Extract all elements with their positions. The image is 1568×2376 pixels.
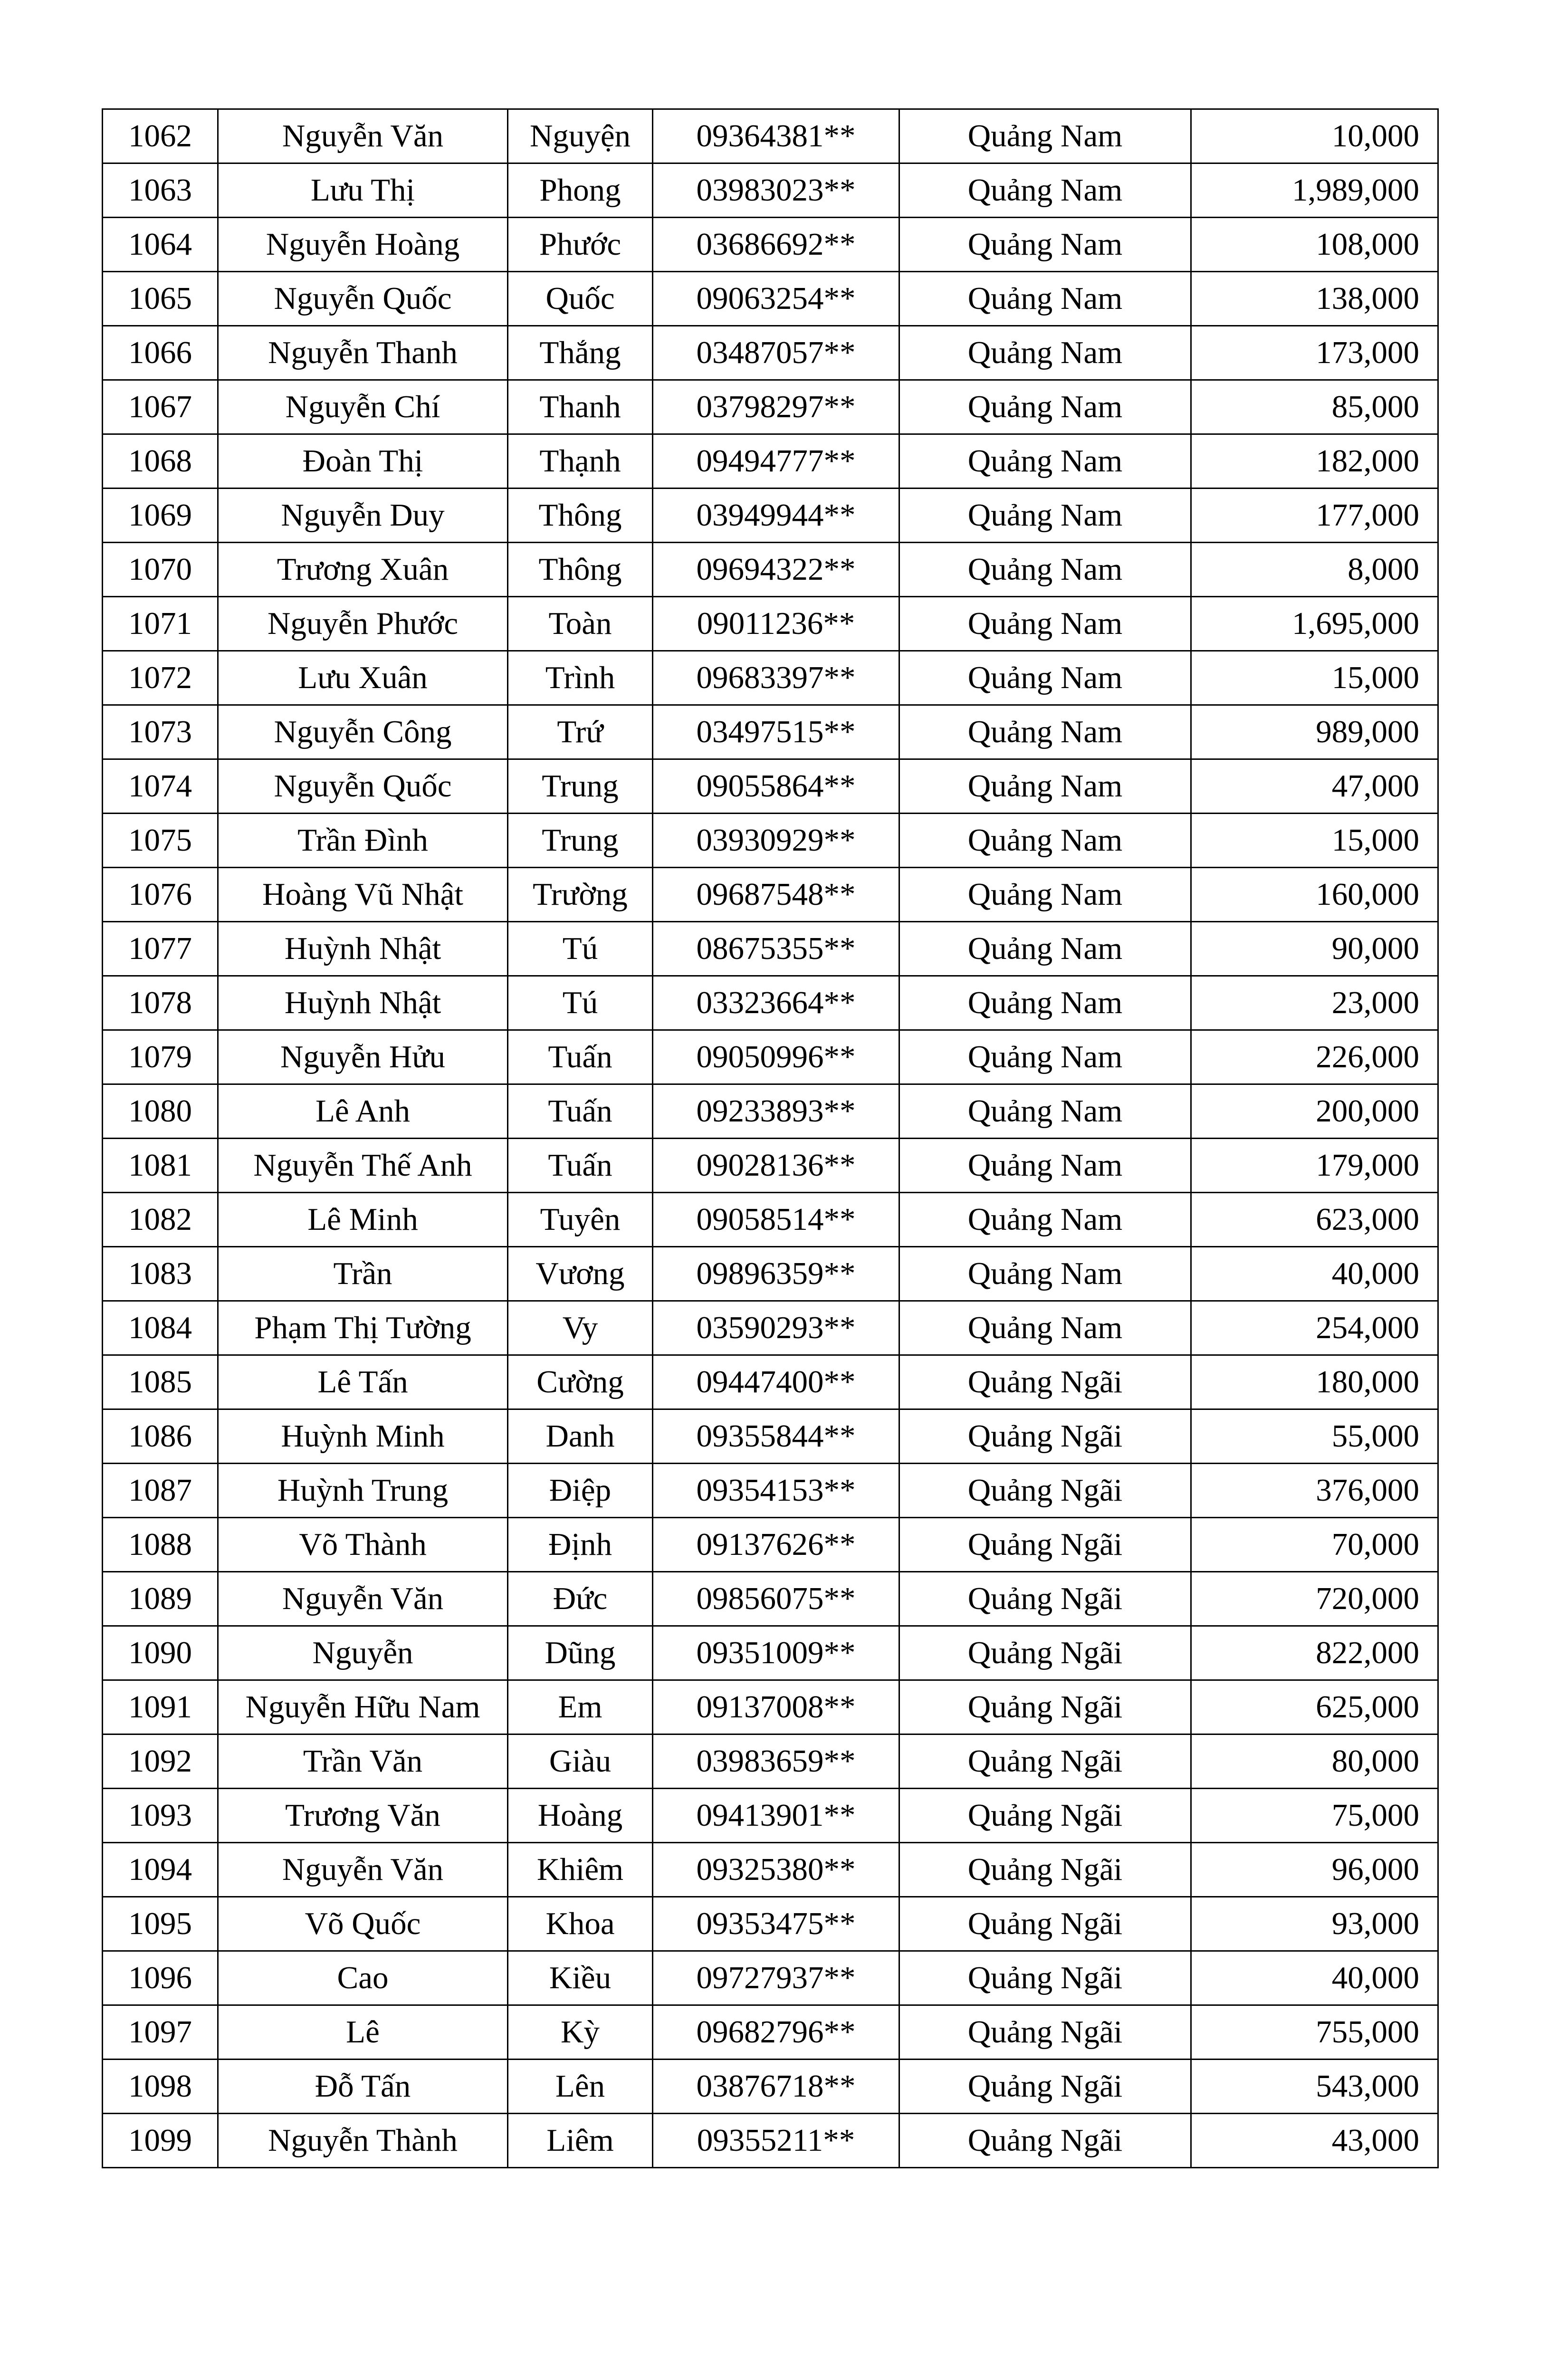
cell-family-name: Lưu Xuân [218, 651, 508, 705]
cell-index: 1088 [103, 1518, 218, 1572]
table-row [103, 434, 1438, 489]
cell-amount: 177,000 [1191, 489, 1438, 543]
cell-index: 1089 [103, 1572, 218, 1626]
cell-family-name: Võ Thành [218, 1518, 508, 1572]
cell-amount: 720,000 [1191, 1572, 1438, 1626]
cell-given-name: Vy [508, 1301, 653, 1355]
cell-family-name: Trần [218, 1247, 508, 1301]
cell-province: Quảng Nam [899, 651, 1191, 705]
cell-province: Quảng Nam [899, 109, 1191, 163]
cell-phone: 09856075** [653, 1572, 899, 1626]
cell-amount: 90,000 [1191, 922, 1438, 976]
data-table [102, 108, 1439, 2168]
cell-amount: 625,000 [1191, 1680, 1438, 1734]
cell-province: Quảng Ngãi [899, 1409, 1191, 1464]
cell-province: Quảng Ngãi [899, 2005, 1191, 2060]
table-row [103, 1789, 1438, 1843]
cell-amount: 15,000 [1191, 814, 1438, 868]
table-row [103, 922, 1438, 976]
cell-province: Quảng Ngãi [899, 1843, 1191, 1897]
cell-phone: 09050996** [653, 1030, 899, 1084]
cell-given-name: Trường [508, 868, 653, 922]
cell-index: 1083 [103, 1247, 218, 1301]
cell-given-name: Em [508, 1680, 653, 1734]
cell-phone: 03983023** [653, 163, 899, 218]
cell-given-name: Cường [508, 1355, 653, 1409]
cell-family-name: Nguyễn Văn [218, 109, 508, 163]
cell-amount: 1,695,000 [1191, 597, 1438, 651]
cell-province: Quảng Ngãi [899, 1626, 1191, 1680]
cell-amount: 70,000 [1191, 1518, 1438, 1572]
cell-phone: 09447400** [653, 1355, 899, 1409]
cell-phone: 09058514** [653, 1193, 899, 1247]
cell-province: Quảng Ngãi [899, 1951, 1191, 2005]
cell-index: 1082 [103, 1193, 218, 1247]
cell-family-name: Nguyễn Thanh [218, 326, 508, 380]
cell-family-name: Huỳnh Nhật [218, 976, 508, 1030]
cell-phone: 09351009** [653, 1626, 899, 1680]
cell-phone: 09413901** [653, 1789, 899, 1843]
cell-given-name: Trung [508, 814, 653, 868]
table-row [103, 1951, 1438, 2005]
table-row [103, 705, 1438, 759]
table-row [103, 651, 1438, 705]
cell-amount: 8,000 [1191, 543, 1438, 597]
cell-phone: 09355211** [653, 2114, 899, 2168]
cell-province: Quảng Nam [899, 326, 1191, 380]
cell-phone: 09353475** [653, 1897, 899, 1951]
cell-amount: 179,000 [1191, 1139, 1438, 1193]
cell-amount: 55,000 [1191, 1409, 1438, 1464]
cell-phone: 09494777** [653, 434, 899, 489]
cell-index: 1078 [103, 976, 218, 1030]
cell-index: 1075 [103, 814, 218, 868]
cell-given-name: Tú [508, 922, 653, 976]
cell-amount: 10,000 [1191, 109, 1438, 163]
cell-family-name: Nguyễn Phước [218, 597, 508, 651]
cell-given-name: Lên [508, 2060, 653, 2114]
cell-family-name: Nguyễn Hữu Nam [218, 1680, 508, 1734]
cell-amount: 43,000 [1191, 2114, 1438, 2168]
cell-province: Quảng Nam [899, 380, 1191, 434]
cell-amount: 15,000 [1191, 651, 1438, 705]
cell-amount: 989,000 [1191, 705, 1438, 759]
cell-phone: 09694322** [653, 543, 899, 597]
cell-province: Quảng Nam [899, 597, 1191, 651]
cell-amount: 96,000 [1191, 1843, 1438, 1897]
cell-phone: 09028136** [653, 1139, 899, 1193]
cell-amount: 822,000 [1191, 1626, 1438, 1680]
cell-amount: 47,000 [1191, 759, 1438, 814]
cell-index: 1074 [103, 759, 218, 814]
cell-province: Quảng Ngãi [899, 1572, 1191, 1626]
cell-index: 1065 [103, 272, 218, 326]
cell-index: 1093 [103, 1789, 218, 1843]
cell-province: Quảng Nam [899, 543, 1191, 597]
cell-phone: 09325380** [653, 1843, 899, 1897]
cell-given-name: Phong [508, 163, 653, 218]
cell-province: Quảng Ngãi [899, 1789, 1191, 1843]
cell-province: Quảng Ngãi [899, 1734, 1191, 1789]
cell-given-name: Khiêm [508, 1843, 653, 1897]
table-row [103, 543, 1438, 597]
cell-phone: 08675355** [653, 922, 899, 976]
table-row [103, 1518, 1438, 1572]
cell-phone: 09682796** [653, 2005, 899, 2060]
cell-family-name: Phạm Thị Tường [218, 1301, 508, 1355]
cell-index: 1087 [103, 1464, 218, 1518]
cell-phone: 09683397** [653, 651, 899, 705]
cell-province: Quảng Ngãi [899, 2060, 1191, 2114]
cell-amount: 93,000 [1191, 1897, 1438, 1951]
cell-given-name: Kỳ [508, 2005, 653, 2060]
cell-family-name: Võ Quốc [218, 1897, 508, 1951]
cell-phone: 09137008** [653, 1680, 899, 1734]
cell-given-name: Thanh [508, 380, 653, 434]
cell-family-name: Cao [218, 1951, 508, 2005]
cell-amount: 200,000 [1191, 1084, 1438, 1139]
cell-amount: 80,000 [1191, 1734, 1438, 1789]
cell-given-name: Trình [508, 651, 653, 705]
cell-index: 1098 [103, 2060, 218, 2114]
cell-index: 1066 [103, 326, 218, 380]
cell-family-name: Nguyễn Quốc [218, 759, 508, 814]
cell-province: Quảng Ngãi [899, 1355, 1191, 1409]
cell-given-name: Đức [508, 1572, 653, 1626]
table-row [103, 1734, 1438, 1789]
cell-given-name: Nguyện [508, 109, 653, 163]
cell-given-name: Tú [508, 976, 653, 1030]
cell-province: Quảng Nam [899, 218, 1191, 272]
cell-phone: 09354153** [653, 1464, 899, 1518]
table-row [103, 976, 1438, 1030]
cell-given-name: Tuấn [508, 1139, 653, 1193]
cell-family-name: Đoàn Thị [218, 434, 508, 489]
cell-amount: 1,989,000 [1191, 163, 1438, 218]
cell-family-name: Trương Xuân [218, 543, 508, 597]
cell-family-name: Nguyễn Hửu [218, 1030, 508, 1084]
cell-family-name: Trần Đình [218, 814, 508, 868]
cell-given-name: Thông [508, 489, 653, 543]
cell-phone: 09355844** [653, 1409, 899, 1464]
cell-index: 1091 [103, 1680, 218, 1734]
cell-index: 1084 [103, 1301, 218, 1355]
cell-phone: 09364381** [653, 109, 899, 163]
cell-province: Quảng Ngãi [899, 1897, 1191, 1951]
cell-amount: 623,000 [1191, 1193, 1438, 1247]
cell-family-name: Nguyễn Duy [218, 489, 508, 543]
cell-amount: 108,000 [1191, 218, 1438, 272]
cell-province: Quảng Ngãi [899, 1518, 1191, 1572]
cell-phone: 09727937** [653, 1951, 899, 2005]
cell-given-name: Tuyên [508, 1193, 653, 1247]
cell-amount: 226,000 [1191, 1030, 1438, 1084]
cell-given-name: Định [508, 1518, 653, 1572]
cell-phone: 03497515** [653, 705, 899, 759]
table-row [103, 1355, 1438, 1409]
cell-index: 1064 [103, 218, 218, 272]
table-row [103, 814, 1438, 868]
cell-family-name: Lê [218, 2005, 508, 2060]
cell-province: Quảng Nam [899, 1030, 1191, 1084]
cell-index: 1092 [103, 1734, 218, 1789]
cell-given-name: Dũng [508, 1626, 653, 1680]
cell-index: 1097 [103, 2005, 218, 2060]
table-row [103, 1897, 1438, 1951]
cell-index: 1069 [103, 489, 218, 543]
table-row [103, 1247, 1438, 1301]
table-row [103, 109, 1438, 163]
cell-province: Quảng Nam [899, 705, 1191, 759]
cell-amount: 138,000 [1191, 272, 1438, 326]
cell-family-name: Nguyễn Văn [218, 1843, 508, 1897]
table-row [103, 218, 1438, 272]
table-row [103, 2005, 1438, 2060]
cell-phone: 03949944** [653, 489, 899, 543]
table-row [103, 597, 1438, 651]
donor-list-table [102, 108, 1439, 2168]
cell-amount: 254,000 [1191, 1301, 1438, 1355]
cell-phone: 09011236** [653, 597, 899, 651]
cell-family-name: Nguyễn Công [218, 705, 508, 759]
cell-family-name: Nguyễn Thành [218, 2114, 508, 2168]
cell-phone: 03323664** [653, 976, 899, 1030]
cell-amount: 85,000 [1191, 380, 1438, 434]
cell-index: 1080 [103, 1084, 218, 1139]
cell-amount: 376,000 [1191, 1464, 1438, 1518]
table-row [103, 1464, 1438, 1518]
cell-phone: 09137626** [653, 1518, 899, 1572]
cell-family-name: Nguyễn Quốc [218, 272, 508, 326]
cell-given-name: Danh [508, 1409, 653, 1464]
cell-index: 1086 [103, 1409, 218, 1464]
cell-given-name: Phước [508, 218, 653, 272]
table-row [103, 272, 1438, 326]
cell-amount: 182,000 [1191, 434, 1438, 489]
cell-phone: 09233893** [653, 1084, 899, 1139]
cell-province: Quảng Ngãi [899, 1680, 1191, 1734]
cell-index: 1099 [103, 2114, 218, 2168]
cell-province: Quảng Ngãi [899, 2114, 1191, 2168]
cell-province: Quảng Nam [899, 163, 1191, 218]
cell-province: Quảng Nam [899, 434, 1191, 489]
table-row [103, 1301, 1438, 1355]
cell-amount: 543,000 [1191, 2060, 1438, 2114]
cell-index: 1063 [103, 163, 218, 218]
table-row [103, 163, 1438, 218]
cell-given-name: Tuấn [508, 1030, 653, 1084]
cell-province: Quảng Nam [899, 1301, 1191, 1355]
cell-given-name: Quốc [508, 272, 653, 326]
table-body [103, 109, 1438, 2168]
cell-index: 1081 [103, 1139, 218, 1193]
cell-province: Quảng Nam [899, 759, 1191, 814]
cell-index: 1071 [103, 597, 218, 651]
cell-province: Quảng Nam [899, 1193, 1191, 1247]
cell-index: 1068 [103, 434, 218, 489]
cell-phone: 03798297** [653, 380, 899, 434]
table-row [103, 1626, 1438, 1680]
cell-phone: 03983659** [653, 1734, 899, 1789]
cell-family-name: Lê Minh [218, 1193, 508, 1247]
table-row [103, 380, 1438, 434]
table-row [103, 1409, 1438, 1464]
table-row [103, 2060, 1438, 2114]
cell-given-name: Toàn [508, 597, 653, 651]
cell-province: Quảng Nam [899, 922, 1191, 976]
cell-family-name: Nguyễn [218, 1626, 508, 1680]
cell-phone: 03590293** [653, 1301, 899, 1355]
cell-family-name: Huỳnh Trung [218, 1464, 508, 1518]
cell-family-name: Đỗ Tấn [218, 2060, 508, 2114]
cell-province: Quảng Nam [899, 814, 1191, 868]
cell-given-name: Thạnh [508, 434, 653, 489]
cell-province: Quảng Nam [899, 1139, 1191, 1193]
cell-phone: 03930929** [653, 814, 899, 868]
cell-amount: 173,000 [1191, 326, 1438, 380]
cell-amount: 180,000 [1191, 1355, 1438, 1409]
table-row [103, 1084, 1438, 1139]
cell-given-name: Liêm [508, 2114, 653, 2168]
table-row [103, 868, 1438, 922]
cell-province: Quảng Nam [899, 976, 1191, 1030]
cell-family-name: Lê Anh [218, 1084, 508, 1139]
cell-family-name: Huỳnh Nhật [218, 922, 508, 976]
cell-family-name: Trần Văn [218, 1734, 508, 1789]
cell-index: 1076 [103, 868, 218, 922]
cell-given-name: Khoa [508, 1897, 653, 1951]
cell-given-name: Kiều [508, 1951, 653, 2005]
cell-index: 1070 [103, 543, 218, 597]
cell-given-name: Trung [508, 759, 653, 814]
cell-amount: 40,000 [1191, 1951, 1438, 2005]
cell-amount: 40,000 [1191, 1247, 1438, 1301]
cell-index: 1073 [103, 705, 218, 759]
cell-family-name: Huỳnh Minh [218, 1409, 508, 1464]
cell-phone: 09055864** [653, 759, 899, 814]
cell-index: 1067 [103, 380, 218, 434]
table-row [103, 326, 1438, 380]
cell-phone: 03487057** [653, 326, 899, 380]
table-row [103, 1680, 1438, 1734]
cell-family-name: Lê Tấn [218, 1355, 508, 1409]
cell-index: 1062 [103, 109, 218, 163]
cell-index: 1096 [103, 1951, 218, 2005]
cell-index: 1085 [103, 1355, 218, 1409]
cell-family-name: Trương Văn [218, 1789, 508, 1843]
cell-index: 1077 [103, 922, 218, 976]
table-row [103, 1139, 1438, 1193]
cell-province: Quảng Ngãi [899, 1464, 1191, 1518]
cell-amount: 160,000 [1191, 868, 1438, 922]
cell-province: Quảng Nam [899, 868, 1191, 922]
cell-phone: 09687548** [653, 868, 899, 922]
cell-family-name: Nguyễn Thế Anh [218, 1139, 508, 1193]
table-row [103, 1843, 1438, 1897]
cell-index: 1095 [103, 1897, 218, 1951]
cell-given-name: Thắng [508, 326, 653, 380]
cell-amount: 755,000 [1191, 2005, 1438, 2060]
table-row [103, 1030, 1438, 1084]
cell-family-name: Nguyễn Chí [218, 380, 508, 434]
cell-index: 1094 [103, 1843, 218, 1897]
cell-family-name: Nguyễn Hoàng [218, 218, 508, 272]
cell-phone: 09063254** [653, 272, 899, 326]
cell-province: Quảng Nam [899, 1084, 1191, 1139]
cell-given-name: Trứ [508, 705, 653, 759]
cell-given-name: Hoàng [508, 1789, 653, 1843]
cell-given-name: Tuấn [508, 1084, 653, 1139]
table-row [103, 1572, 1438, 1626]
cell-given-name: Vương [508, 1247, 653, 1301]
cell-province: Quảng Nam [899, 1247, 1191, 1301]
cell-amount: 75,000 [1191, 1789, 1438, 1843]
cell-province: Quảng Nam [899, 489, 1191, 543]
cell-province: Quảng Nam [899, 272, 1191, 326]
cell-given-name: Giàu [508, 1734, 653, 1789]
cell-index: 1079 [103, 1030, 218, 1084]
cell-phone: 03686692** [653, 218, 899, 272]
table-row [103, 489, 1438, 543]
cell-family-name: Nguyễn Văn [218, 1572, 508, 1626]
cell-given-name: Thông [508, 543, 653, 597]
table-row [103, 1193, 1438, 1247]
cell-index: 1072 [103, 651, 218, 705]
cell-phone: 03876718** [653, 2060, 899, 2114]
table-row [103, 759, 1438, 814]
cell-family-name: Lưu Thị [218, 163, 508, 218]
cell-given-name: Điệp [508, 1464, 653, 1518]
cell-family-name: Hoàng Vũ Nhật [218, 868, 508, 922]
cell-index: 1090 [103, 1626, 218, 1680]
cell-phone: 09896359** [653, 1247, 899, 1301]
table-row [103, 2114, 1438, 2168]
cell-amount: 23,000 [1191, 976, 1438, 1030]
